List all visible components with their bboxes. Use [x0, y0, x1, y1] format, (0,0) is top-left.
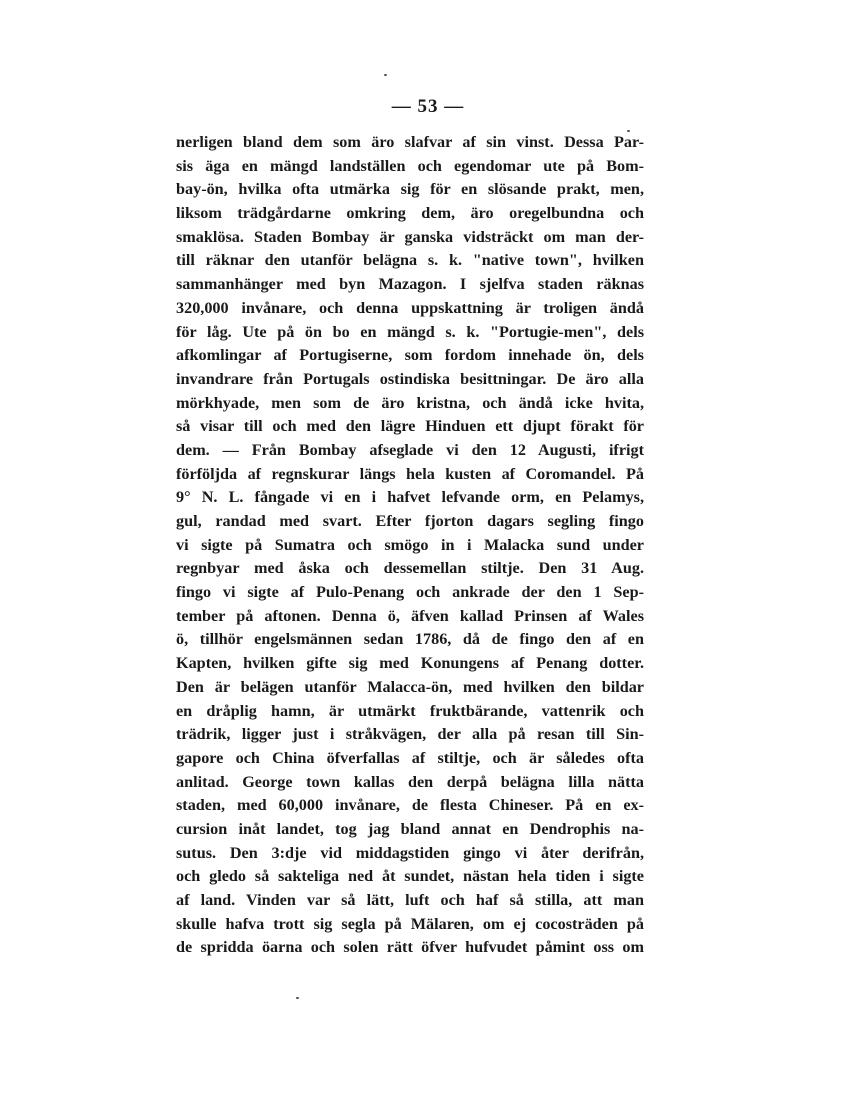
- text-line: de spridda öarna och solen rätt öfver hufvudet påmint oss om: [176, 938, 644, 957]
- text-line: 320,000 invånare, och denna uppskattning är troligen ändå: [176, 298, 644, 317]
- text-line: till räknar den utanför belägna s. k. "native town", hvilken: [176, 251, 644, 270]
- page-number: — 53 —: [391, 96, 465, 117]
- text-line: Den är belägen utanför Malacca-ön, med hvilken den bildar: [176, 677, 644, 696]
- text-line: vi sigte på Sumatra och smögo in i Malacka sund under: [176, 535, 644, 554]
- text-line: trädrik, ligger just i stråkvägen, der alla på resan till Sin-: [176, 725, 644, 744]
- text-line: tember på aftonen. Denna ö, äfven kallad Prinsen af Wales: [176, 606, 644, 625]
- text-line: mörkhyade, men som de äro kristna, och ändå icke hvita,: [176, 393, 644, 412]
- text-line: skulle hafva trott sig segla på Mälaren, om ej cocosträden på: [176, 914, 644, 933]
- text-line: gapore och China öfverfallas af stiltje, och är således ofta: [176, 748, 644, 767]
- text-line: invandrare från Portugals ostindiska besittningar. De äro alla: [176, 369, 644, 388]
- text-line: staden, med 60,000 invånare, de flesta Chineser. På en ex-: [176, 796, 644, 815]
- text-line: anlitad. George town kallas den derpå belägna lilla nätta: [176, 772, 644, 791]
- text-line: förföljda af regnskurar längs hela kusten af Coromandel. På: [176, 464, 644, 483]
- text-line: ö, tillhör engelsmännen sedan 1786, då de fingo den af en: [176, 630, 644, 649]
- text-line: afkomlingar af Portugiserne, som fordom innehade ön, dels: [176, 346, 644, 365]
- text-line: för låg. Ute på ön bo en mängd s. k. "Portugie-men", dels: [176, 322, 644, 341]
- text-line: sammanhänger med byn Mazagon. I sjelfva staden räknas: [176, 275, 644, 294]
- ink-speck: [384, 74, 387, 76]
- text-line: fingo vi sigte af Pulo-Penang och ankrade der den 1 Sep-: [176, 583, 644, 602]
- text-line: af land. Vinden var så lätt, luft och haf så stilla, att man: [176, 891, 644, 909]
- ink-speck: [296, 997, 299, 999]
- text-line: sutus. Den 3:dje vid middagstiden gingo vi åter derifrån,: [176, 843, 644, 862]
- text-line: liksom trädgårdarne omkring dem, äro oregelbundna och: [176, 204, 644, 223]
- text-line: så visar till och med den lägre Hinduen ett djupt förakt för: [176, 417, 644, 436]
- text-line: Kapten, hvilken gifte sig med Konungens af Penang dotter.: [176, 654, 644, 673]
- text-line: en dråplig hamn, är utmärkt fruktbärande, vattenrik och: [176, 701, 644, 720]
- text-line: regnbyar med åska och dessemellan stiltje. Den 31 Aug.: [176, 559, 644, 578]
- text-line: nerligen bland dem som äro slafvar af sin vinst. Dessa Par-: [176, 133, 644, 151]
- text-line: bay-ön, hvilka ofta utmärka sig för en slösande prakt, men,: [176, 180, 644, 199]
- text-line: cursion inåt landet, tog jag bland annat en Dendrophis na-: [176, 819, 644, 838]
- text-line: 9° N. L. fångade vi en i hafvet lefvande orm, en Pelamys,: [176, 488, 644, 507]
- text-line: och gledo så sakteliga ned åt sundet, nästan hela tiden i sigte: [176, 867, 644, 886]
- text-line: dem. — Från Bombay afseglade vi den 12 Augusti, ifrigt: [176, 440, 644, 459]
- body-text: [176, 131, 644, 960]
- text-line: sis äga en mängd landställen och egendomar ute på Bom-: [176, 156, 644, 175]
- text-line: smaklösa. Staden Bombay är ganska vidsträckt om man der-: [176, 227, 644, 246]
- text-line: gul, randad med svart. Efter fjorton dagars segling fingo: [176, 512, 644, 530]
